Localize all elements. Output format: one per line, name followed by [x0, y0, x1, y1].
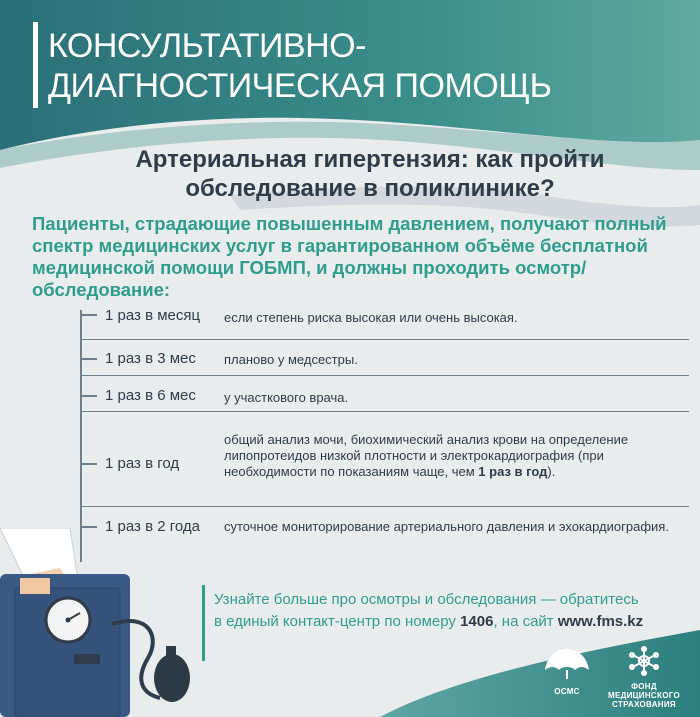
fms-logo-line1: ФОНД	[631, 682, 657, 691]
umbrella-logo-icon	[542, 646, 592, 682]
schedule-frequency: 1 раз в 6 мес	[105, 387, 196, 404]
schedule-frequency: 1 раз в месяц	[105, 307, 201, 324]
blood-pressure-monitor-icon	[0, 528, 200, 717]
schedule-frequency: 1 раз в 2 года	[105, 518, 200, 535]
schedule-frequency: 1 раз в 3 мес	[105, 350, 196, 367]
fms-logo-line2: МЕДИЦИНСКОГО	[608, 691, 680, 700]
description-bold: 1 раз в год	[478, 464, 548, 479]
osms-logo	[537, 646, 597, 696]
timeline-tick	[81, 314, 97, 316]
schedule-description	[224, 432, 689, 480]
schedule-description: если степень риска высокая или очень высокая.	[224, 310, 518, 325]
page-title: КОНСУЛЬТАТИВНО-ДИАГНОСТИЧЕСКАЯ ПОМОЩЬ	[48, 27, 552, 105]
schedule-row-yearly	[81, 412, 689, 507]
schedule-row-3-months	[81, 340, 689, 376]
schedule-row-monthly	[81, 305, 689, 340]
osms-logo-label: ОСМС	[554, 687, 580, 696]
header-accent-bar	[33, 22, 38, 108]
fms-logo-line3: СТРАХОВАНИЯ	[612, 700, 676, 709]
intro-text: Пациенты, страдающие повышенным давлением, получают полный спектр медицинских услуг в гарантированном объёме бесплатной медицинской помощи ГОБМП, и должны проходить осмотр/обследование:	[32, 213, 667, 300]
website-link[interactable]: www.fms.kz	[557, 613, 644, 630]
snowflake-logo-icon	[626, 645, 662, 677]
footer-text-part: Узнайте больше про осмотры и обследования — обратитесь в единый контакт-центр по номеру	[214, 591, 639, 630]
timeline-tick	[81, 358, 97, 360]
schedule-frequency: 1 раз в год	[105, 455, 180, 472]
footer-contact-text	[214, 589, 644, 633]
subtitle: Артериальная гипертензия: как пройти обследование в поликлинике?	[135, 146, 605, 202]
timeline-tick	[81, 395, 97, 397]
schedule-description: у участкового врача.	[224, 390, 349, 405]
fms-logo	[604, 645, 684, 709]
footer-accent-bar	[202, 585, 205, 661]
footer-text-part-2: , на сайт	[493, 613, 558, 630]
description-text-end: ).	[547, 464, 556, 479]
schedule-description: суточное мониторирование артериального давления и эхокардиография.	[224, 519, 669, 534]
schedule-description: планово у медсестры.	[224, 352, 358, 367]
schedule-row-6-months	[81, 376, 689, 412]
timeline-tick	[81, 463, 97, 465]
contact-phone: 1406	[460, 613, 494, 630]
description-text: общий анализ мочи, биохимический анализ крови на определение липопротеидов низкой плотности и электрокардиография (при необходимости по показаниям чаще, чем	[224, 432, 629, 479]
